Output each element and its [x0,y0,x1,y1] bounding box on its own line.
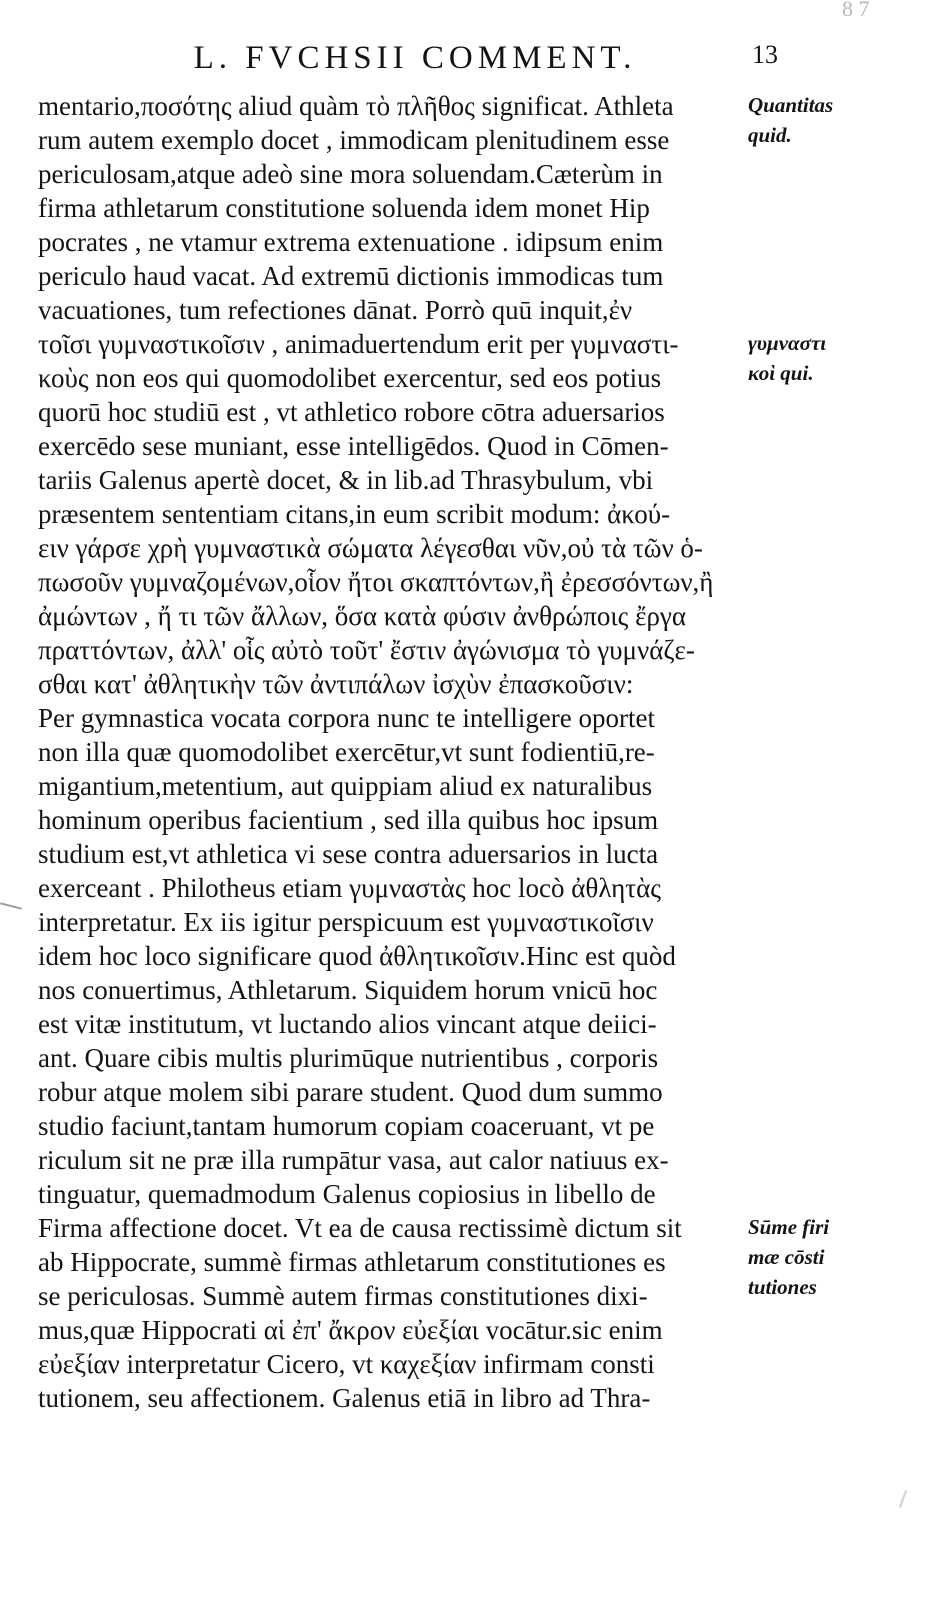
margin-note-line: γυμναστι [748,331,827,355]
text-line: ειν γάρσε χρὴ γυμναστικὰ σώματα λέγεσθαι νῦν,οὐ τὰ τῶν ὁ- [38,533,703,563]
margin-note-line: Quantitas [748,93,834,117]
margin-note-line: quid. [748,123,792,147]
text-line: τοῖσι γυμναστικοῖσιν , animaduertendum erit per γυμναστι- [38,329,679,359]
text-line: πωσοῦν γυμναζομένων,οἷον ἤτοι σκαπτόντων,ἢ ἐρεσσόντων,ἢ [38,567,714,597]
text-line: studium est,vt athletica vi sese contra aduersarios in lucta [38,839,659,869]
text-line: ant. Quare cibis multis plurimūque nutrientibus , corporis [38,1043,659,1073]
text-line: exerceant . Philotheus etiam γυμναστὰς hoc locò ἀθλητὰς [38,873,661,903]
text-line: rum autem exemplo docet , immodicam plenitudinem esse [38,125,670,155]
text-line: tinguatur, quemadmodum Galenus copiosius in libello de [38,1179,656,1209]
text-line: hominum operibus facientium , sed illa quibus hoc ipsum [38,805,659,835]
margin-note-summe [748,1212,829,1302]
text-line: tutionem, seu affectionem. Galenus etiā in libro ad Thra- [38,1383,651,1413]
text-line: interpretatur. Ex iis igitur perspicuum est γυμναστικοῖσιν [38,907,654,937]
text-line: σθαι κατ' ἀθλητικὴν τῶν ἀντιπάλων ἰσχὺν ἐπασκοῦσιν: [38,669,634,699]
text-line: est vitæ institutum, vt luctando alios vincant atque deiici- [38,1009,657,1039]
text-line: robur atque molem sibi parare student. Quod dum summo [38,1077,663,1107]
text-line: εὐεξίαν interpretatur Cicero, vt καχεξίαν infirmam consti [38,1349,655,1379]
text-line: pocrates , ne vtamur extrema extenuatione . idipsum enim [38,227,664,257]
text-line: mus,quæ Hippocrati αἱ ἐπ' ἄκρον εὐεξίαι vocātur.sic enim [38,1315,663,1345]
ink-stroke-mark [0,902,22,909]
text-line: studio faciunt,tantam humorum copiam coaceruant, vt pe [38,1111,655,1141]
running-head: L. FVCHSII COMMENT. [193,40,637,76]
text-line: πραττόντων, ἀλλ' οἷς αὐτὸ τοῦτ' ἔστιν ἀγώνισμα τὸ γυμνάζε- [38,635,695,665]
text-line: se periculosas. Summè autem firmas constitutiones dixi- [38,1281,648,1311]
margin-note-line: κοὶ qui. [748,361,814,385]
margin-note-line: Sūme firi [748,1215,830,1239]
margin-note-line: mæ cōsti [748,1245,825,1269]
text-line: tariis Galenus apertè docet, & in lib.ad Thrasybulum, vbi [38,465,654,495]
text-line: periculo haud vacat. Ad extremū dictionis immodicas tum [38,261,664,291]
text-line: migantium,metentium, aut quippiam aliud ex naturalibus [38,771,653,801]
text-line: ἀμώντων , ἤ τι τῶν ἄλλων, ὅσα κατὰ φύσιν ἀνθρώποις ἔργα [38,601,686,631]
text-line: exercēdo sese muniant, esse intelligēdos. Quod in Cōmen- [38,431,669,461]
text-line: Firma affectione docet. Vt ea de causa rectissimè dictum sit [38,1213,682,1243]
margin-note-quantitas [748,90,833,150]
text-line: quorū hoc studiū est , vt athletico robore cōtra aduersarios [38,397,665,427]
text-line: periculosam,atque adeò sine mora soluendam.Cæterùm in [38,159,663,189]
text-line: Per gymnastica vocata corpora nunc te intelligere oportet [38,703,656,733]
page-edge-mark [899,1490,907,1508]
margin-note-gymnasti [748,328,826,388]
text-line: riculum sit ne præ illa rumpātur vasa, aut calor natiuus ex- [38,1145,669,1175]
text-line: κοὺς non eos qui quomodolibet exercentur, sed eos potius [38,363,662,393]
text-line: præsentem sententiam citans,in eum scribit modum: ἀκού- [38,499,671,529]
text-line: vacuationes, tum refectiones dānat. Porrò quū inquit,ἐν [38,295,633,325]
text-line: idem hoc loco significare quod ἀθλητικοῖσιν.Hinc est quòd [38,941,676,971]
text-line: non illa quæ quomodolibet exercētur,vt sunt fodientiū,re- [38,737,655,767]
text-line: mentario,ποσότης aliud quàm τὸ πλῆθος significat. Athleta [38,91,674,121]
text-line: nos conuertimus, Athletarum. Siquidem horum vnicū hoc [38,975,658,1005]
margin-note-line: tutiones [748,1275,817,1299]
page-number: 13 [752,40,778,69]
text-line: firma athletarum constitutione soluenda idem monet Hip [38,193,650,223]
text-line: ab Hippocrate, summè firmas athletarum constitutiones es [38,1247,666,1277]
corner-mark: 8 7 [842,0,870,21]
